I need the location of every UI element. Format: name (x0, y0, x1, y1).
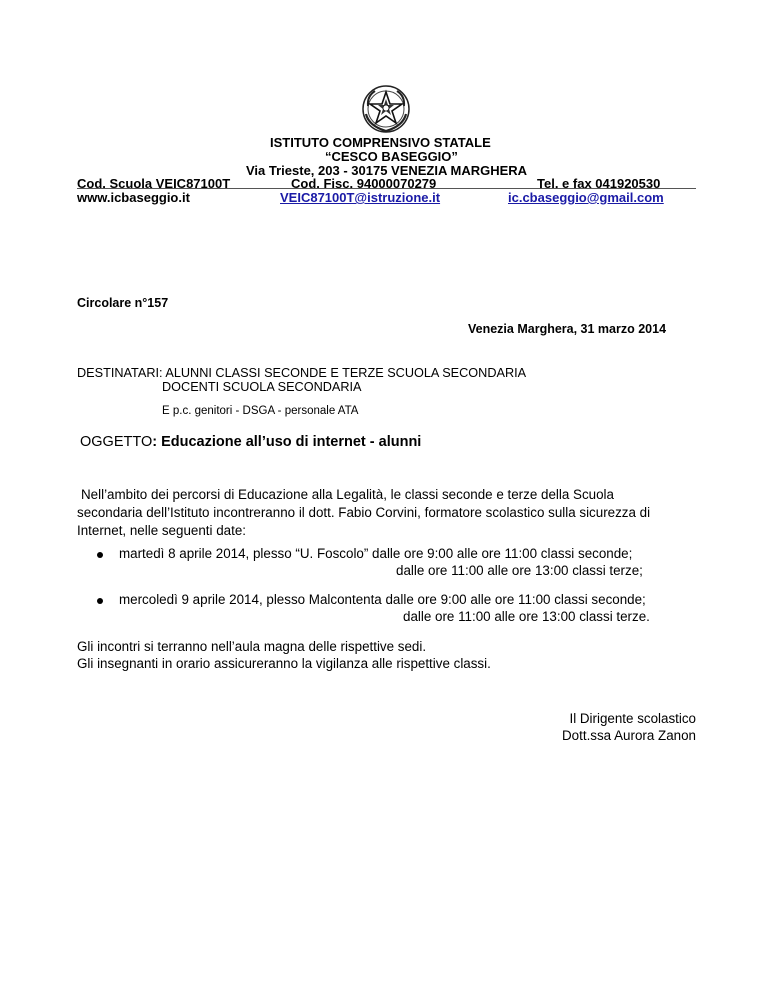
bullet-dot-icon (97, 552, 103, 558)
schedule-item-2-line-1: mercoledì 9 aprile 2014, plesso Malcontenta dalle ore 9:00 alle ore 11:00 classi seconde; (119, 592, 646, 607)
intro-line-2: secondaria dell’Istituto incontreranno il dott. Fabio Corvini, formatore scolastico sulla sicurezza di (77, 505, 651, 520)
subject-text: : Educazione all’uso di internet - alunni (152, 434, 422, 450)
website-link[interactable]: www.icbaseggio.it (77, 190, 190, 205)
institute-title: ISTITUTO COMPRENSIVO STATALE (270, 135, 491, 150)
bullet-dot-icon (97, 598, 103, 604)
email-link[interactable]: ic.cbaseggio@gmail.com (508, 190, 664, 205)
fiscal-code: Cod. Fisc. 94000070279 (291, 176, 437, 191)
recipients-line-2: DOCENTI SCUOLA SECONDARIA (162, 380, 362, 394)
closing-line-2: Gli insegnanti in orario assicureranno la vigilanza alle rispettive classi. (77, 656, 491, 671)
place-date: Venezia Marghera, 31 marzo 2014 (468, 322, 667, 336)
school-name: “CESCO BASEGGIO” (325, 149, 458, 164)
schedule-item-2-line-2: dalle ore 11:00 alle ore 13:00 classi terze. (403, 609, 650, 624)
subject-line (80, 434, 421, 450)
signature-name: Dott.ssa Aurora Zanon (562, 728, 696, 743)
closing-line-1: Gli incontri si terranno nell’aula magna delle rispettive sedi. (77, 639, 427, 654)
schedule-item-1-line-1: martedì 8 aprile 2014, plesso “U. Foscolo” dalle ore 9:00 alle ore 11:00 classi seconde; (119, 546, 633, 561)
intro-line-1: Nell’ambito dei percorsi di Educazione alla Legalità, le classi seconde e terze della Scuola (81, 487, 614, 502)
phone-fax: Tel. e fax 041920530 (537, 176, 661, 191)
signature-role: Il Dirigente scolastico (569, 711, 696, 726)
cc-line: E p.c. genitori - DSGA - personale ATA (162, 405, 359, 417)
school-address: Via Trieste, 203 - 30175 VENEZIA MARGHERA (246, 163, 528, 178)
school-code: Cod. Scuola VEIC87100T (77, 176, 231, 191)
circular-number: Circolare n°157 (77, 296, 169, 310)
subject-label: OGGETTO (80, 434, 153, 450)
intro-line-3: Internet, nelle seguenti date: (77, 523, 246, 538)
header-divider (77, 188, 696, 189)
schedule-item-1-line-2: dalle ore 11:00 alle ore 13:00 classi terze; (396, 563, 643, 578)
institutional-email-link[interactable]: VEIC87100T@istruzione.it (280, 190, 441, 205)
recipients-line-1: DESTINATARI: ALUNNI CLASSI SECONDE E TERZE SCUOLA SECONDARIA (77, 366, 527, 380)
italian-republic-emblem-icon (361, 84, 411, 134)
